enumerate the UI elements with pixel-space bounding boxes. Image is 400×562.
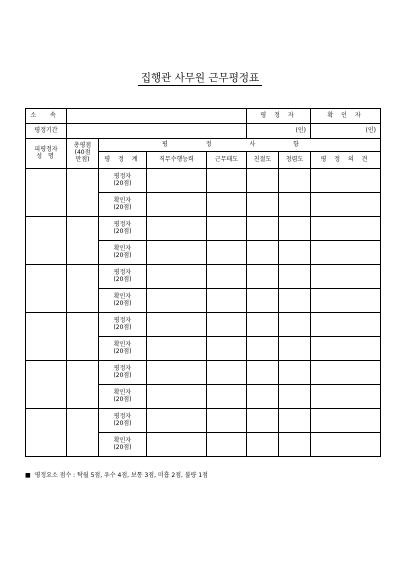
confirmer-label: 확 인 자 — [311, 109, 381, 124]
score-cell[interactable] — [147, 409, 207, 433]
score-cell[interactable] — [147, 265, 207, 289]
subject-header-line1: 피평정자 — [34, 145, 58, 153]
score-cell[interactable] — [147, 217, 207, 241]
total-score-cell[interactable] — [67, 265, 99, 313]
opinion-cell[interactable] — [311, 313, 381, 337]
score-cell[interactable] — [207, 409, 247, 433]
opinion-cell[interactable] — [311, 337, 381, 361]
score-cell[interactable] — [279, 241, 311, 265]
score-cell[interactable] — [279, 313, 311, 337]
role-points: (20점) — [113, 203, 132, 211]
affiliation-label: 소 속 — [26, 109, 67, 124]
affiliation-row — [26, 109, 381, 124]
role-cell — [99, 193, 147, 217]
score-cell[interactable] — [279, 169, 311, 193]
table-row — [26, 169, 381, 193]
opinion-cell[interactable] — [311, 361, 381, 385]
score-cell[interactable] — [247, 433, 279, 457]
score-cell[interactable] — [279, 337, 311, 361]
role-label: 확인자 — [113, 388, 132, 396]
role-points: (20점) — [113, 347, 132, 355]
score-cell[interactable] — [279, 193, 311, 217]
affiliation-field[interactable] — [67, 109, 247, 124]
role-points: (20점) — [113, 299, 132, 307]
score-cell[interactable] — [207, 169, 247, 193]
square-bullet-icon: ■ — [25, 472, 31, 479]
col-header-competence: 직무수행능력 — [147, 152, 207, 169]
score-cell[interactable] — [247, 385, 279, 409]
score-cell[interactable] — [207, 217, 247, 241]
score-cell[interactable] — [207, 361, 247, 385]
role-points: (20점) — [113, 251, 132, 259]
role-cell — [99, 385, 147, 409]
subject-name-header — [26, 139, 67, 169]
score-cell[interactable] — [279, 361, 311, 385]
col-header-attitude: 근무태도 — [207, 152, 247, 169]
period-field[interactable] — [67, 124, 247, 139]
role-label: 확인자 — [113, 436, 132, 444]
score-cell[interactable] — [147, 313, 207, 337]
score-cell[interactable] — [147, 385, 207, 409]
role-label: 평정자 — [113, 412, 132, 420]
col-header-total: 평 정 계 — [99, 152, 147, 169]
score-cell[interactable] — [247, 337, 279, 361]
score-cell[interactable] — [279, 385, 311, 409]
opinion-cell[interactable] — [311, 193, 381, 217]
subject-name-cell[interactable] — [26, 217, 67, 265]
opinion-cell[interactable] — [311, 265, 381, 289]
total-score-cell[interactable] — [67, 217, 99, 265]
table-row — [26, 409, 381, 433]
score-cell[interactable] — [207, 337, 247, 361]
total-header-line3: 만점) — [75, 155, 90, 163]
period-row — [26, 124, 381, 139]
score-cell[interactable] — [207, 385, 247, 409]
evaluation-form-table — [25, 108, 381, 457]
score-legend-note — [25, 470, 208, 479]
score-cell[interactable] — [247, 217, 279, 241]
subject-name-cell[interactable] — [26, 409, 67, 457]
role-points: (20점) — [113, 395, 132, 403]
role-cell — [99, 217, 147, 241]
score-cell[interactable] — [247, 409, 279, 433]
score-cell[interactable] — [247, 313, 279, 337]
score-cell[interactable] — [247, 241, 279, 265]
score-cell[interactable] — [247, 289, 279, 313]
score-cell[interactable] — [147, 433, 207, 457]
col-header-kindness: 친절도 — [247, 152, 279, 169]
opinion-cell[interactable] — [311, 433, 381, 457]
table-row — [26, 217, 381, 241]
score-cell[interactable] — [147, 289, 207, 313]
role-label: 평정자 — [113, 268, 132, 276]
role-cell — [99, 289, 147, 313]
header-row-1 — [26, 139, 381, 152]
role-points: (20점) — [113, 179, 132, 187]
role-cell — [99, 361, 147, 385]
page-title-text: 집행관 사무원 근무평정표 — [138, 72, 262, 86]
score-cell[interactable] — [147, 169, 207, 193]
total-score-cell[interactable] — [67, 361, 99, 409]
role-label: 평정자 — [113, 220, 132, 228]
role-points: (20점) — [113, 275, 132, 283]
role-cell — [99, 313, 147, 337]
score-cell[interactable] — [279, 409, 311, 433]
role-label: 평정자 — [113, 316, 132, 324]
role-points: (20점) — [113, 419, 132, 427]
score-cell[interactable] — [279, 433, 311, 457]
page-title — [0, 70, 400, 85]
score-cell[interactable] — [147, 337, 207, 361]
opinion-cell[interactable] — [311, 241, 381, 265]
score-cell[interactable] — [207, 289, 247, 313]
total-score-header — [67, 139, 99, 169]
role-points: (20점) — [113, 371, 132, 379]
confirmer-seal[interactable]: (인) — [311, 124, 381, 139]
role-label: 확인자 — [113, 340, 132, 348]
role-label: 평정자 — [113, 364, 132, 372]
score-cell[interactable] — [207, 433, 247, 457]
score-cell[interactable] — [147, 361, 207, 385]
opinion-cell[interactable] — [311, 289, 381, 313]
table-row — [26, 313, 381, 337]
table-row — [26, 265, 381, 289]
score-cell[interactable] — [207, 193, 247, 217]
role-cell — [99, 409, 147, 433]
subject-header-line2: 성 명 — [36, 152, 56, 160]
score-cell[interactable] — [279, 217, 311, 241]
total-score-cell[interactable] — [67, 313, 99, 361]
role-points: (20점) — [113, 227, 132, 235]
total-score-cell[interactable] — [67, 409, 99, 457]
role-cell — [99, 169, 147, 193]
period-label: 평정기간 — [26, 124, 67, 139]
role-label: 확인자 — [113, 292, 132, 300]
score-legend-text: 평정요소 점수 : 탁월 5점, 우수 4점, 보통 3점, 미흡 2점, 불량 1점 — [34, 472, 208, 479]
opinion-cell[interactable] — [311, 409, 381, 433]
col-header-integrity: 청렴도 — [279, 152, 311, 169]
score-cell[interactable] — [247, 361, 279, 385]
role-cell — [99, 265, 147, 289]
opinion-cell[interactable] — [311, 385, 381, 409]
score-cell[interactable] — [207, 241, 247, 265]
score-cell[interactable] — [207, 265, 247, 289]
evaluator-seal[interactable]: (인) — [247, 124, 311, 139]
subject-name-cell[interactable] — [26, 313, 67, 361]
score-cell[interactable] — [279, 289, 311, 313]
score-cell[interactable] — [247, 265, 279, 289]
subject-name-cell[interactable] — [26, 265, 67, 313]
score-cell[interactable] — [247, 169, 279, 193]
table-row — [26, 361, 381, 385]
score-cell[interactable] — [279, 265, 311, 289]
role-cell — [99, 241, 147, 265]
role-label: 확인자 — [113, 196, 132, 204]
total-score-cell[interactable] — [67, 169, 99, 217]
evaluator-label: 평 정 자 — [247, 109, 311, 124]
total-header-line1: 총평점 — [73, 142, 92, 150]
role-points: (20점) — [113, 323, 132, 331]
score-cell[interactable] — [207, 313, 247, 337]
score-cell[interactable] — [247, 193, 279, 217]
opinion-cell[interactable] — [311, 169, 381, 193]
score-cell[interactable] — [147, 241, 207, 265]
role-cell — [99, 337, 147, 361]
subject-name-cell[interactable] — [26, 169, 67, 217]
role-label: 확인자 — [113, 244, 132, 252]
role-points: (20점) — [113, 443, 132, 451]
opinion-cell[interactable] — [311, 217, 381, 241]
evaluation-items-header: 평 정 사 항 — [99, 139, 381, 152]
score-cell[interactable] — [147, 193, 207, 217]
role-cell — [99, 433, 147, 457]
subject-name-cell[interactable] — [26, 361, 67, 409]
role-label: 평정자 — [113, 172, 132, 180]
col-header-opinion: 평 정 의 견 — [311, 152, 381, 169]
total-header-line2: (40점 — [74, 149, 91, 157]
